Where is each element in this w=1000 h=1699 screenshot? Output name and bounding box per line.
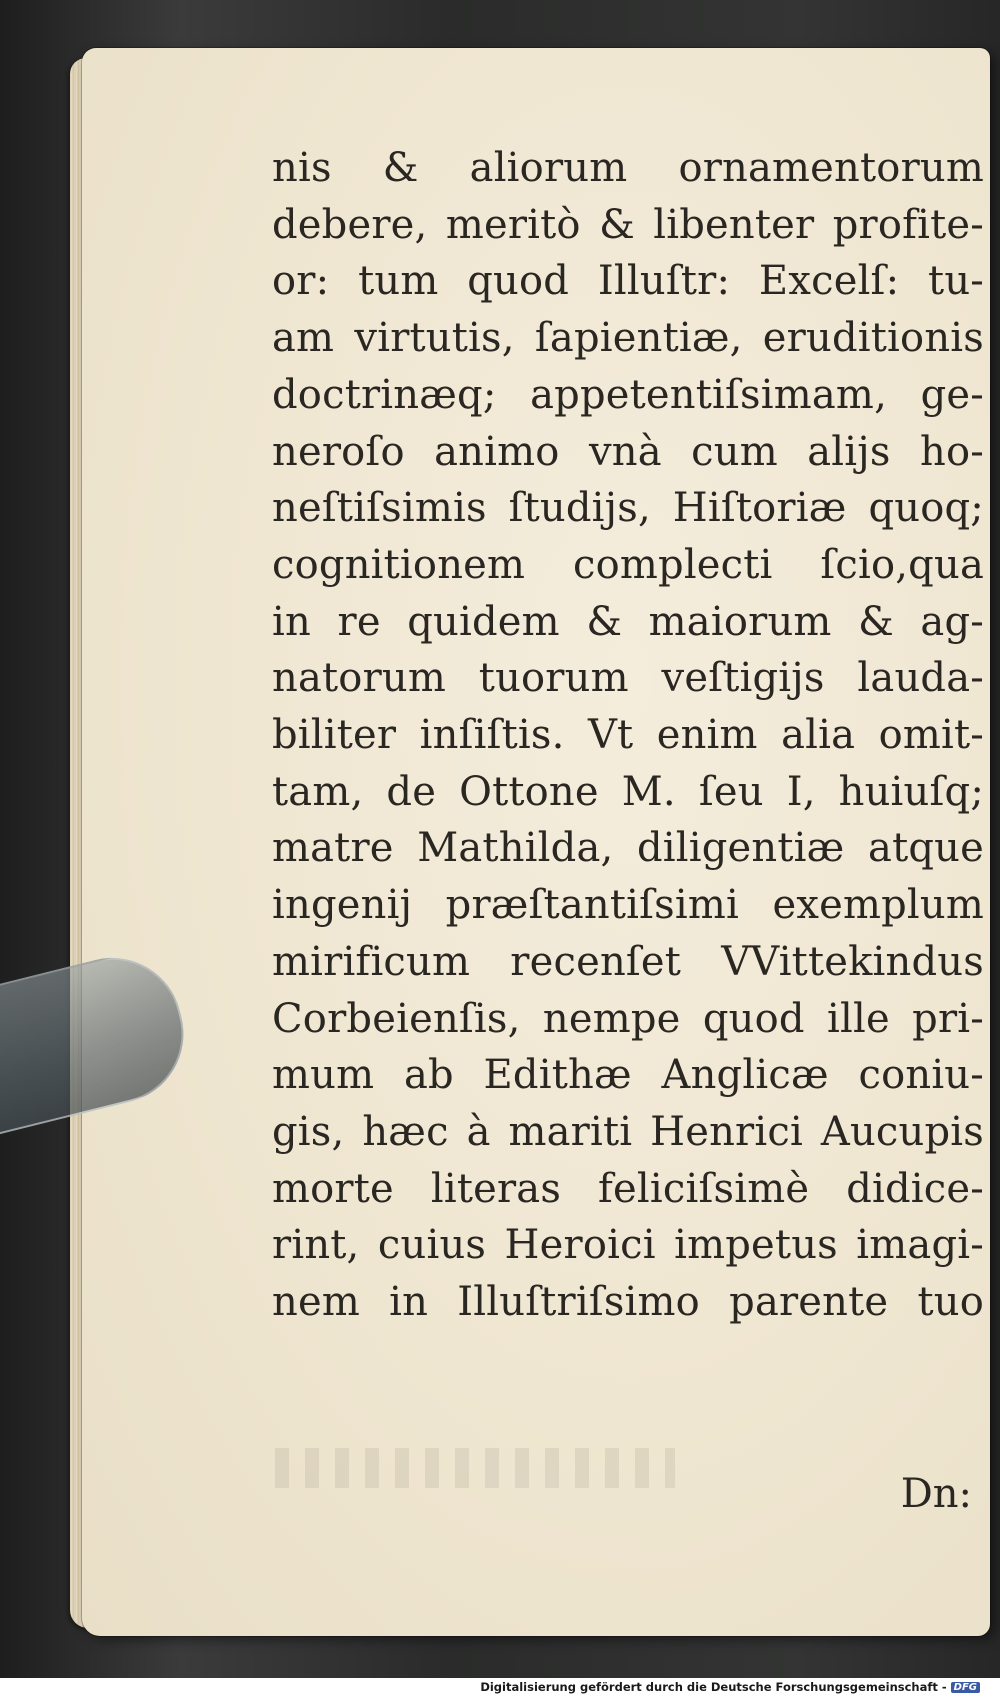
text-line: cognitionem complecti ſcio,qua <box>272 541 984 588</box>
text-line: neſtiſsimis ſtudijs, Hiſtoriæ quoq; <box>272 485 984 532</box>
footer-credit <box>480 1680 980 1694</box>
text-line: mum ab Edithæ Anglicæ coniu- <box>272 1052 984 1099</box>
text-line: ingenij præſtantiſsimi exemplum <box>272 882 984 929</box>
text-line: mirificum recenſet VVittekindus <box>272 938 984 985</box>
text-line: morte literas feliciſsimè didice- <box>272 1165 984 1212</box>
text-line: Corbeienſis, nempe quod ille pri- <box>272 995 984 1042</box>
dfg-logo: DFG <box>951 1682 980 1693</box>
catchword: Dn: <box>900 1471 972 1517</box>
text-line: natorum tuorum veſtigijs lauda- <box>272 655 984 702</box>
text-line: matre Mathilda, diligentiæ atque <box>272 825 984 872</box>
text-line: debere, meritò & libenter profite- <box>272 201 984 248</box>
text-line: or: tum quod Illuſtr: Excelſ: tu- <box>272 258 984 305</box>
text-line: doctrinæq; appetentiſsimam, ge- <box>272 371 984 418</box>
page-text-block <box>272 140 984 1331</box>
footer-credit-text: Digitalisierung gefördert durch die Deutsche Forschungsgemeinschaft - <box>480 1680 947 1694</box>
text-line: tam, de Ottone M. ſeu I, huiuſq; <box>272 768 984 815</box>
ink-bleed-through <box>275 1448 675 1488</box>
text-line: am virtutis, ſapientiæ, eruditionis <box>272 315 984 362</box>
text-line: gis, hæc à mariti Henrici Aucupis <box>272 1108 984 1155</box>
text-line: biliter inſiſtis. Vt enim alia omit- <box>272 712 984 759</box>
text-line: rint, cuius Heroici impetus imagi- <box>272 1222 984 1269</box>
digitization-footer <box>0 1678 1000 1699</box>
text-line: in re quidem & maiorum & ag- <box>272 598 984 645</box>
text-line: nem in Illuſtriſsimo parente tuo <box>272 1279 984 1326</box>
text-line: neroſo animo vnà cum alijs ho- <box>272 428 984 475</box>
text-line: nis & aliorum ornamentorum <box>272 145 984 191</box>
book-page <box>82 48 990 1636</box>
